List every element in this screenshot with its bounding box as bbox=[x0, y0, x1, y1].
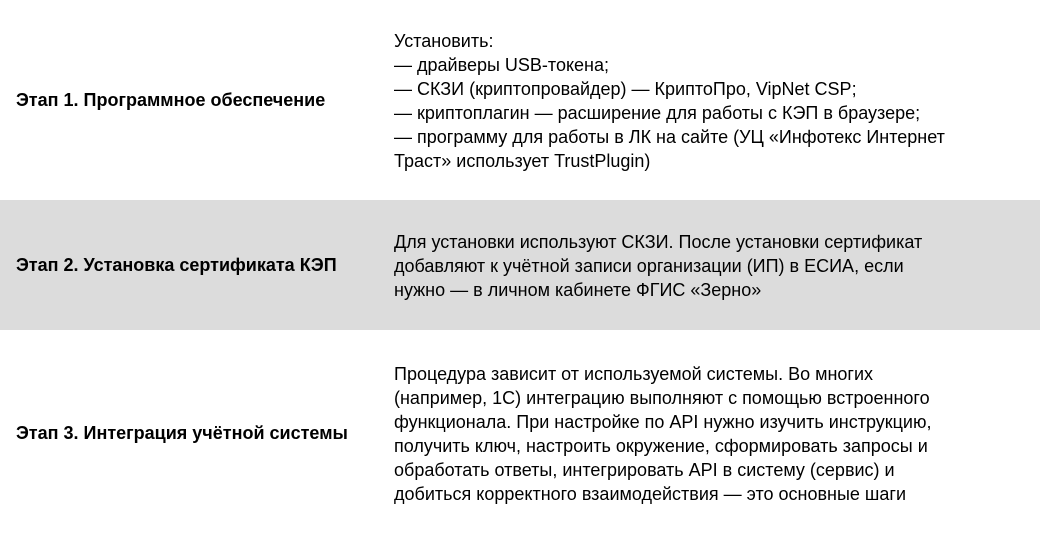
description-line: — драйверы USB-токена; bbox=[394, 55, 609, 75]
description-line: добиться корректного взаимодействия — это основные шаги bbox=[394, 483, 906, 504]
description-line: получить ключ, настроить окружение, сформировать запросы и bbox=[394, 435, 928, 456]
description-line: обработать ответы, интегрировать API в систему (сервис) и bbox=[394, 459, 895, 480]
description-line: Процедура зависит от используемой системы. Во многих bbox=[394, 363, 874, 384]
description-line: функционала. При настройке по API нужно изучить инструкцию, bbox=[394, 411, 932, 432]
stage-description bbox=[394, 27, 1024, 173]
description-line: Для установки используют СКЗИ. После установки сертификат bbox=[394, 232, 923, 252]
description-line: — программу для работы в ЛК на сайте (УЦ «Инфотекс Интернет bbox=[394, 127, 945, 147]
table-row-stage-1 bbox=[0, 0, 1040, 200]
table-row-stage-2 bbox=[0, 200, 1040, 330]
description-line: Траст» использует TrustPlugin) bbox=[394, 151, 651, 171]
description-line: Установить: bbox=[394, 31, 494, 51]
stage-title: Этап 1. Программное обеспечение bbox=[16, 90, 326, 110]
stage-title: Этап 2. Установка сертификата КЭП bbox=[16, 255, 337, 275]
table-row-stage-3 bbox=[0, 330, 1040, 535]
description-line: нужно — в личном кабинете ФГИС «Зерно» bbox=[394, 280, 762, 300]
description-line: — криптоплагин — расширение для работы с КЭП в браузере; bbox=[394, 103, 921, 123]
stage-description bbox=[394, 360, 1024, 506]
stage-description bbox=[394, 228, 1024, 302]
description-line: добавляют к учётной записи организации (ИП) в ЕСИА, если bbox=[394, 256, 904, 276]
description-line: — СКЗИ (криптопровайдер) — КриптоПро, VipNet CSP; bbox=[394, 79, 857, 99]
stage-title: Этап 3. Интеграция учётной системы bbox=[16, 422, 348, 443]
description-line: (например, 1С) интеграцию выполняют с помощью встроенного bbox=[394, 387, 930, 408]
